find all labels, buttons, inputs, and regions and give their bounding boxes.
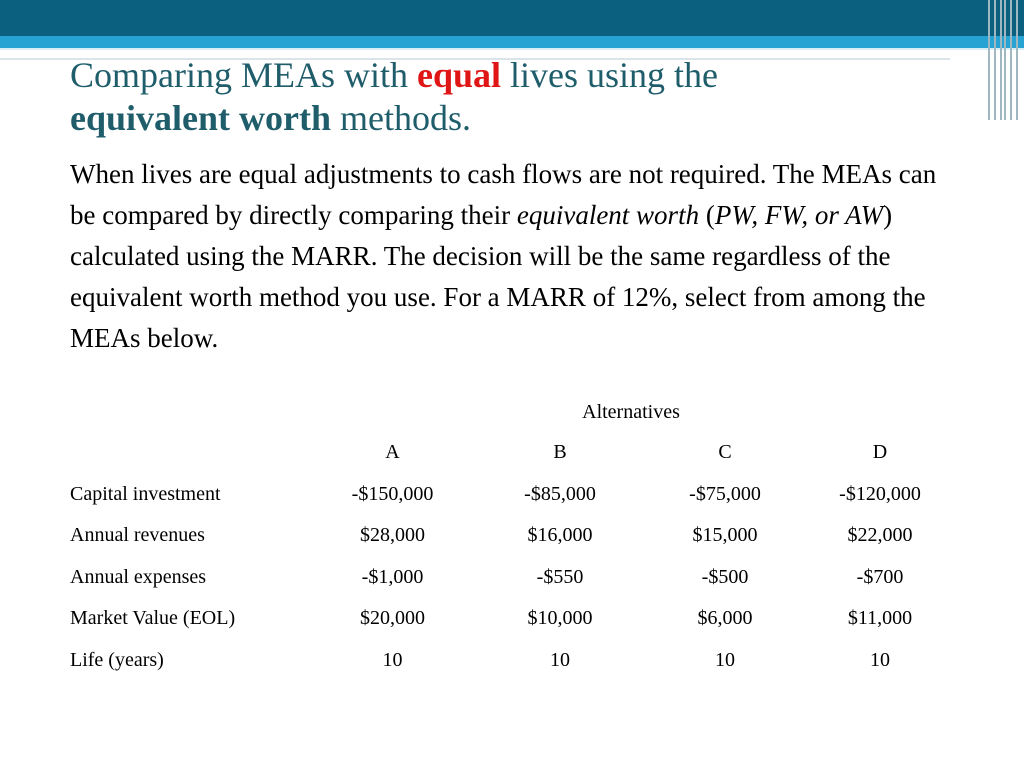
- table-header-row: [70, 432, 970, 474]
- body-text-2: (: [699, 200, 715, 230]
- corner-stripes: [986, 0, 1024, 120]
- table-cell: -$150,000: [351, 482, 434, 505]
- header-cell: D: [872, 441, 888, 464]
- table-cell: -$700: [856, 565, 904, 588]
- header-cell: B: [553, 441, 567, 464]
- table-cell: 10: [550, 648, 570, 671]
- table-cell: $15,000: [692, 524, 758, 547]
- row-label: Annual revenues: [70, 524, 205, 547]
- header-cell: [70, 432, 325, 474]
- body-italic-2: PW, FW, or AW: [714, 200, 884, 230]
- table-cell: -$85,000: [524, 482, 596, 505]
- body-italic-1: equivalent worth: [516, 200, 700, 230]
- row-label: Annual expenses: [70, 565, 207, 588]
- body-paragraph: [70, 154, 950, 359]
- row-label: Life (years): [70, 648, 164, 671]
- alternatives-table: [70, 432, 970, 681]
- row-label: Market Value (EOL): [70, 607, 236, 630]
- body-text-3: ) calculated using the MARR. The decision will be the same regardless of the equivalent worth method you use. For a MARR of 12%, select from among the MEAs below.: [70, 200, 926, 353]
- table-row: [70, 474, 970, 516]
- title-part2: lives using the: [501, 55, 719, 95]
- table-cell: $20,000: [360, 607, 425, 630]
- table-cell: -$550: [536, 565, 584, 588]
- table-row: [70, 557, 970, 599]
- header-cell: A: [385, 441, 400, 464]
- table-cell: -$75,000: [689, 482, 761, 505]
- header-accent-band: [0, 36, 1024, 48]
- table-cell: -$120,000: [839, 482, 921, 505]
- table-cell: 10: [382, 648, 403, 671]
- table-row: [70, 598, 970, 640]
- table-cell: $22,000: [847, 524, 913, 547]
- table-cell: $28,000: [360, 524, 425, 547]
- header-accent-line: [0, 48, 1024, 50]
- title-highlight: equal: [417, 55, 502, 95]
- table-cell: -$1,000: [361, 565, 424, 588]
- title-bold: equivalent worth: [70, 98, 331, 138]
- title-part1: Comparing MEAs with: [70, 55, 417, 95]
- table-cell: 10: [715, 648, 735, 671]
- table-row: [70, 640, 970, 682]
- table-cell: $11,000: [847, 607, 913, 630]
- table-cell: -$500: [701, 565, 749, 588]
- header-cell: C: [718, 441, 732, 464]
- slide-title: [70, 54, 950, 140]
- table-row: [70, 515, 970, 557]
- body-text-1: When lives are equal adjustments to cash flows are not required. The MEAs can be compared by directly comparing their: [70, 159, 937, 230]
- table-cell: $10,000: [527, 607, 593, 630]
- header-band: [0, 0, 1024, 36]
- title-part3: methods.: [331, 98, 471, 138]
- table-caption: Alternatives: [582, 401, 680, 423]
- table-cell: $6,000: [697, 607, 753, 630]
- row-label: Capital investment: [70, 482, 221, 505]
- arrow-icon: [974, 25, 981, 35]
- table-cell: $16,000: [527, 524, 593, 547]
- table-cell: 10: [870, 648, 890, 671]
